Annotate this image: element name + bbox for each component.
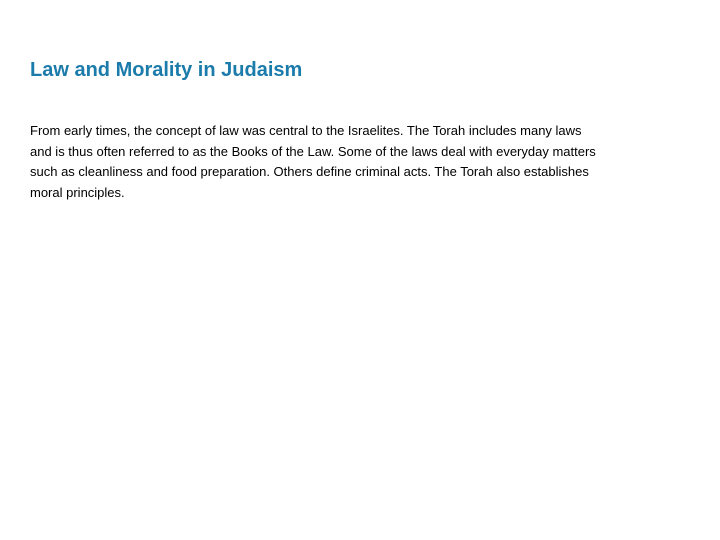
slide-title: Law and Morality in Judaism xyxy=(30,59,303,81)
slide-body-text: From early times, the concept of law was central to the Israelites. The Torah includes many laws and is thus often referred to as the Books of the Law. Some of the laws deal with everyday matters such as cleanliness and food preparation. Others define criminal acts. The Torah also establishes moral principles. xyxy=(30,123,596,200)
